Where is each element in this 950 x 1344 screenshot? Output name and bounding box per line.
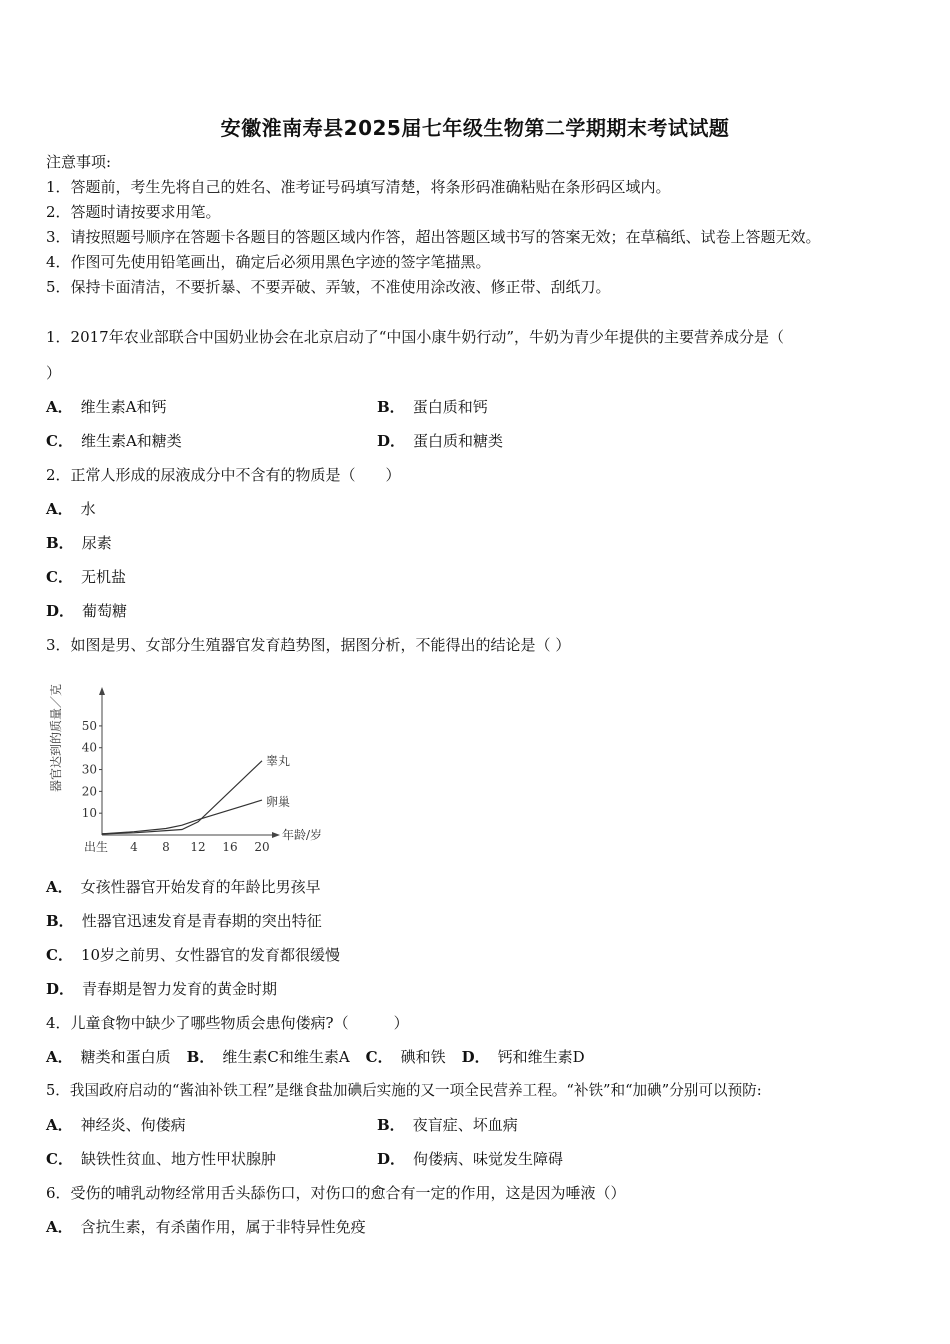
option-letter: A． <box>46 878 73 896</box>
question-3-option-a <box>46 877 321 897</box>
option-text: 蛋白质和钙 <box>412 398 488 416</box>
question-1-stem: 1．2017年农业部联合中国奶业协会在北京启动了“中国小康牛奶行动”，牛奶为青少年提供的主要营养成分是（ <box>46 328 785 346</box>
question-3-stem: 3．如图是男、女部分生殖器官发育趋势图，据图分析，不能得出的结论是（ ） <box>46 636 571 654</box>
option-letter: C． <box>46 432 73 450</box>
option-text: 尿素 <box>81 534 112 552</box>
option-text: 糖类和蛋白质 <box>80 1048 171 1066</box>
series-line-testis <box>102 761 262 834</box>
option-text: 夜盲症、坏血病 <box>412 1116 518 1134</box>
question-1-stem-end: ） <box>46 364 62 382</box>
question-2-option-d <box>46 601 127 621</box>
option-text: 佝偻病、味觉发生障碍 <box>413 1150 564 1168</box>
series-label: 卵巢 <box>266 795 291 810</box>
notice-item: 3．请按照题号顺序在答题卡各题目的答题区域内作答，超出答题区域书写的答案无效；在草稿纸、试卷上答题无效。 <box>46 228 821 246</box>
option-letter: D． <box>377 432 406 450</box>
question-6-option-a <box>46 1217 366 1237</box>
x-axis-label: 年龄/岁 <box>282 828 323 842</box>
question-1-option-b <box>377 397 488 417</box>
option-text: 神经炎、佝偻病 <box>80 1116 186 1134</box>
option-letter: A． <box>46 1218 73 1236</box>
question-2-option-b <box>46 533 112 553</box>
option-text: 维生素A和糖类 <box>80 432 182 450</box>
growth-chart <box>40 672 323 862</box>
y-axis-label: 器官达到的质量／克 <box>49 684 63 793</box>
option-text: 10岁之前男、女性器官的发育都很缓慢 <box>80 946 341 964</box>
question-6-stem: 6．受伤的哺乳动物经常用舌头舔伤口，对伤口的愈合有一定的作用，这是因为唾液（） <box>46 1184 626 1202</box>
y-tick-label: 20 <box>81 784 97 799</box>
x-tick-label: 16 <box>222 840 238 854</box>
question-5-option-c <box>46 1149 276 1169</box>
option-letter: A． <box>46 500 73 518</box>
x-tick-label: 8 <box>162 840 170 854</box>
notice-heading: 注意事项: <box>46 153 112 171</box>
option-letter: B． <box>377 1116 405 1134</box>
option-text: 缺铁性贫血、地方性甲状腺肿 <box>80 1150 276 1168</box>
x-tick-label: 20 <box>254 840 270 854</box>
question-3-option-d <box>46 979 277 999</box>
question-5-option-d <box>377 1149 563 1169</box>
question-1-option-d <box>377 431 503 451</box>
notice-item: 2．答题时请按要求用笔。 <box>46 203 221 221</box>
question-1-option-c <box>46 431 182 451</box>
y-tick-label: 50 <box>81 718 97 733</box>
x-axis-arrow <box>272 832 280 838</box>
option-text: 含抗生素，有杀菌作用，属于非特异性免疫 <box>80 1218 366 1236</box>
option-letter: D． <box>461 1048 490 1066</box>
question-2-option-c <box>46 567 126 587</box>
option-letter: C． <box>46 568 73 586</box>
option-letter: B． <box>377 398 405 416</box>
question-3-option-b <box>46 911 322 931</box>
y-axis-arrow <box>99 687 105 695</box>
question-5-stem: 5．我国政府启动的“酱油补铁工程”是继食盐加碘后实施的又一项全民营养工程。“补铁”和“加碘”分别可以预防: <box>46 1082 762 1099</box>
question-4-stem: 4．儿童食物中缺少了哪些物质会患佝偻病?（ ） <box>46 1014 409 1032</box>
y-tick-label: 40 <box>81 740 97 755</box>
option-text: 碘和铁 <box>400 1048 446 1066</box>
option-letter: A． <box>46 1116 73 1134</box>
question-1-option-a <box>46 397 166 417</box>
x-tick-label: 12 <box>190 840 206 854</box>
option-letter: A． <box>46 398 73 416</box>
option-letter: B． <box>186 1048 215 1066</box>
question-2-option-a <box>46 499 96 519</box>
option-letter: D． <box>46 602 75 620</box>
option-letter: D． <box>377 1150 406 1168</box>
option-text: 钙和维生素D <box>497 1048 585 1066</box>
option-letter: C． <box>46 1150 73 1168</box>
option-letter: C． <box>46 946 73 964</box>
option-text: 维生素A和钙 <box>80 398 167 416</box>
notice-item: 1．答题前，考生先将自己的姓名、准考证号码填写清楚，将条形码准确粘贴在条形码区域内。 <box>46 178 671 196</box>
notice-item: 5．保持卡面清洁，不要折暴、不要弄破、弄皱，不准使用涂改液、修正带、刮纸刀。 <box>46 278 611 296</box>
option-letter: B． <box>46 912 74 930</box>
question-3-option-c <box>46 945 340 965</box>
option-letter: D． <box>46 980 75 998</box>
y-tick-label: 10 <box>81 806 97 821</box>
series-label: 睾丸 <box>266 753 291 768</box>
option-text: 女孩性器官开始发育的年龄比男孩早 <box>80 878 321 896</box>
option-text: 水 <box>80 500 96 518</box>
option-text: 蛋白质和糖类 <box>413 432 504 450</box>
option-text: 青春期是智力发育的黄金时期 <box>82 980 278 998</box>
option-text: 维生素C和维生素A <box>222 1048 350 1066</box>
option-letter: A． <box>46 1048 73 1066</box>
x-tick-label: 出生 <box>83 840 109 854</box>
series-line-ovary <box>102 800 262 834</box>
question-2-stem: 2．正常人形成的尿液成分中不含有的物质是（ ） <box>46 466 401 484</box>
x-tick-label: 4 <box>130 840 138 854</box>
y-tick-label: 30 <box>81 762 97 777</box>
question-5-option-a <box>46 1115 186 1135</box>
option-text: 无机盐 <box>80 568 126 586</box>
option-text: 性器官迅速发育是青春期的突出特征 <box>81 912 322 930</box>
notice-item: 4．作图可先使用铅笔画出，确定后必须用黑色字迹的签字笔描黑。 <box>46 253 491 271</box>
option-letter: B． <box>46 534 74 552</box>
option-text: 葡萄糖 <box>82 602 128 620</box>
option-letter: C． <box>365 1048 393 1066</box>
question-4-options <box>46 1047 585 1067</box>
page-title: 安徽淮南寿县2025届七年级生物第二学期期末考试试题 <box>220 116 730 140</box>
question-5-option-b <box>377 1115 518 1135</box>
